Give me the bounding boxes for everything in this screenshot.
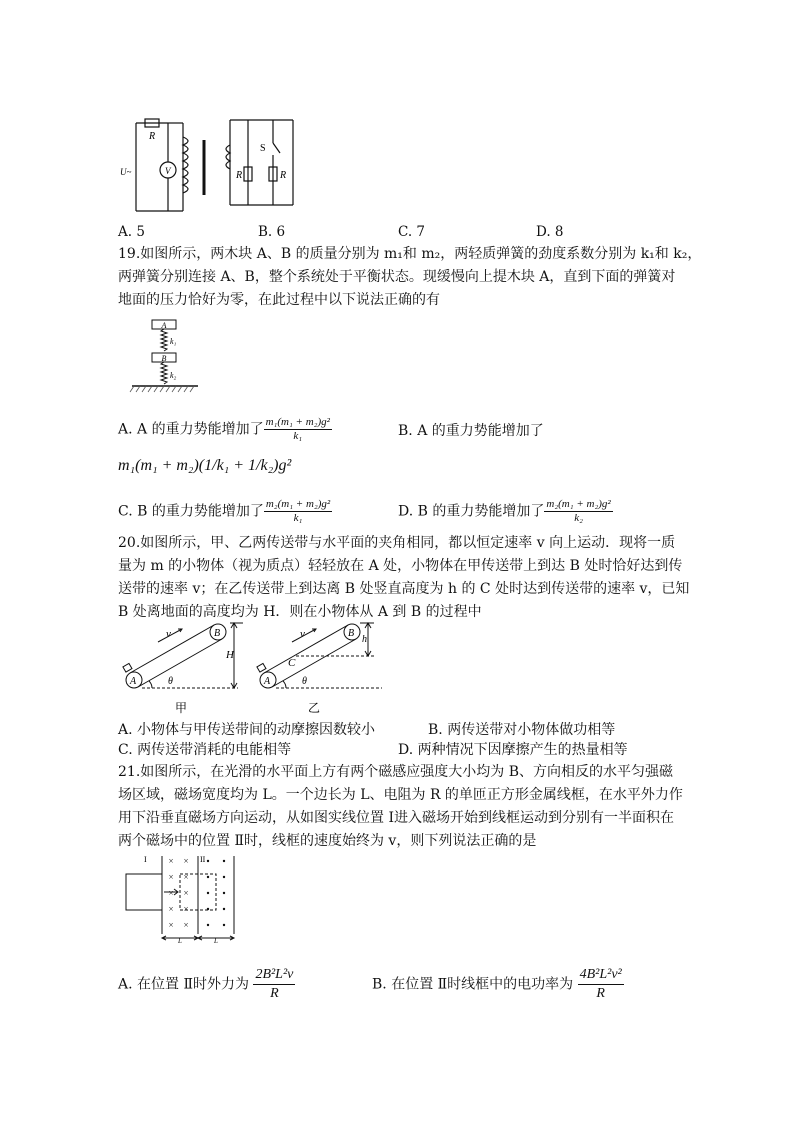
q21-option-b-text: B. 在位置 Ⅱ时线框中的电功率为 (372, 976, 574, 993)
q19-option-a-den: k₁ (293, 430, 303, 442)
q21-option-a-fraction (253, 966, 295, 1003)
q19-option-d-text: D. B 的重力势能增加了 (398, 503, 545, 520)
q18-option-d: D. 8 (536, 224, 564, 240)
svg-text:×: × (183, 872, 189, 882)
q20-stem-line4: B 处离地面的高度均为 H．则在小物体从 A 到 B 的过程中 (118, 604, 482, 620)
q19-stem-line1: 19.如图所示，两木块 A、B 的质量分别为 m₁和 m₂，两轻质弹簧的劲度系数分别为 k₁和 k₂， (118, 246, 702, 262)
q18-label-r: R (148, 131, 156, 142)
q19-option-c-num: m₂(m₁ + m₂)g² (265, 498, 331, 510)
q18-label-r2: R (280, 170, 287, 181)
q19-stem-line3: 地面的压力恰好为零，在此过程中以下说法正确的有 (118, 292, 440, 308)
q19-label-b: B (161, 354, 167, 363)
q18-option-a: A. 5 (118, 224, 145, 240)
q19-label-a: A (161, 321, 167, 330)
q20-yi-label-v: v (300, 628, 305, 640)
q19-option-b-expression: m₁(m₁ + m₂)(1/k₁ + 1/k₂)g² (118, 457, 292, 474)
q21-option-a-den: R (270, 986, 279, 1001)
q21-option-b-fraction (578, 966, 624, 1003)
q19-label-k1: k₁ (170, 337, 177, 346)
q21-stem-line2: 场区域，磁场宽度均为 L。一个边长为 L、电阻为 R 的单匝正方形金属线框，在水平外力作 (118, 787, 683, 803)
q21-option-b (372, 966, 624, 1003)
q20-yi-label-theta: θ (302, 676, 307, 687)
q20-yi-label-a: A (264, 676, 271, 687)
q21-label-l2: L (214, 937, 218, 944)
q19-option-c (118, 498, 332, 525)
q21-label-ii: II (200, 855, 206, 864)
svg-text:×: × (168, 856, 174, 866)
svg-text:×: × (168, 904, 174, 914)
q20-yi-label-h: h (362, 634, 367, 645)
q20-option-c: C. 两传送带消耗的电能相等 (118, 742, 292, 758)
q18-label-s: S (260, 143, 266, 154)
q20-yi-name: 乙 (308, 701, 321, 715)
svg-text:×: × (168, 920, 174, 930)
q20-jia-label-v: v (166, 628, 171, 640)
q20-jia-label-b: B (214, 628, 221, 639)
q21-stem-line4: 两个磁场中的位置 Ⅱ时，线框的速度始终为 v，则下列说法正确的是 (118, 833, 537, 849)
q18-label-u: U~ (120, 167, 132, 177)
q20-belt-figure-jia (118, 620, 253, 715)
q21-stem-line3: 用下沿垂直磁场方向运动，从如图实线位置 Ⅰ进入磁场开始到线框运动到分别有一半面积在 (118, 810, 674, 826)
q19-option-c-text: C. B 的重力势能增加了 (118, 503, 264, 520)
q20-option-d: D. 两种情况下因摩擦产生的热量相等 (398, 742, 628, 758)
q21-option-a (118, 966, 295, 1003)
q19-option-c-fraction (264, 498, 332, 525)
q19-stem-line2: 两弹簧分别连接 A、B，整个系统处于平衡状态。现缓慢向上提木块 A，直到下面的弹簧对 (118, 269, 676, 285)
q19-option-a-text: A. A 的重力势能增加了 (118, 421, 264, 438)
q19-option-b: B. A 的重力势能增加了 (398, 423, 544, 439)
q21-option-b-num: 4B²L²v² (578, 966, 624, 985)
svg-text:×: × (183, 920, 189, 930)
q20-yi-label-b: B (348, 628, 355, 639)
q19-option-a (118, 416, 332, 443)
q21-stem-line1: 21.如图所示，在光滑的水平面上方有两个磁感应强度大小均为 B、方向相反的水平匀强磁 (118, 764, 674, 780)
svg-text:×: × (183, 856, 189, 866)
q19-label-k2: k₂ (170, 371, 177, 380)
q20-jia-label-h: H (226, 649, 234, 661)
q19-option-d-den: k₂ (574, 512, 583, 524)
q18-label-r1: R (236, 170, 243, 181)
q20-option-b: B. 两传送带对小物体做功相等 (428, 722, 616, 738)
q21-option-a-text: A. 在位置 Ⅱ时外力为 (118, 976, 249, 993)
q21-magnetic-field-figure (118, 852, 243, 944)
q19-option-c-den: k₁ (293, 512, 303, 524)
q21-label-l1: L (178, 937, 182, 944)
q20-belt-figure-yi (252, 620, 387, 715)
q20-jia-name: 甲 (175, 701, 188, 715)
q19-option-d-fraction (544, 498, 612, 525)
q21-option-a-num: 2B²L²v (253, 966, 295, 985)
q19-option-d (398, 498, 613, 525)
svg-text:×: × (168, 872, 174, 882)
q20-stem-line3: 送带的速率 v；在乙传送带上到达离 B 处竖直高度为 h 的 C 处时达到传送带的速率 v，已知 (118, 581, 690, 597)
q21-label-i: I (144, 855, 147, 864)
q18-circuit-figure (118, 115, 308, 217)
q19-option-a-fraction (264, 416, 332, 443)
q20-yi-label-c: C (288, 657, 296, 669)
q18-label-v: V (165, 166, 171, 176)
q20-stem-line1: 20.如图所示，甲、乙两传送带与水平面的夹角相同，都以恒定速率 v 向上运动．现将一质 (118, 535, 676, 551)
q21-option-b-den: R (596, 986, 605, 1001)
q19-option-d-num: m₂(m₁ + m₂)g² (546, 498, 611, 510)
q20-jia-label-a: A (130, 676, 137, 687)
svg-text:×: × (183, 904, 189, 914)
q19-option-a-num: m₁(m₁ + m₂)g² (265, 416, 330, 428)
svg-text:×: × (168, 888, 174, 898)
q20-stem-line2: 量为 m 的小物体（视为质点）轻轻放在 A 处，小物体在甲传送带上到达 B 处时恰好达到传 (118, 558, 683, 574)
q18-option-c: C. 7 (398, 224, 426, 240)
svg-text:×: × (183, 888, 189, 898)
q19-spring-figure (128, 316, 203, 396)
q20-jia-label-theta: θ (168, 676, 173, 687)
q20-option-a: A. 小物体与甲传送带间的动摩擦因数较小 (118, 722, 376, 738)
q18-option-b: B. 6 (258, 224, 286, 240)
